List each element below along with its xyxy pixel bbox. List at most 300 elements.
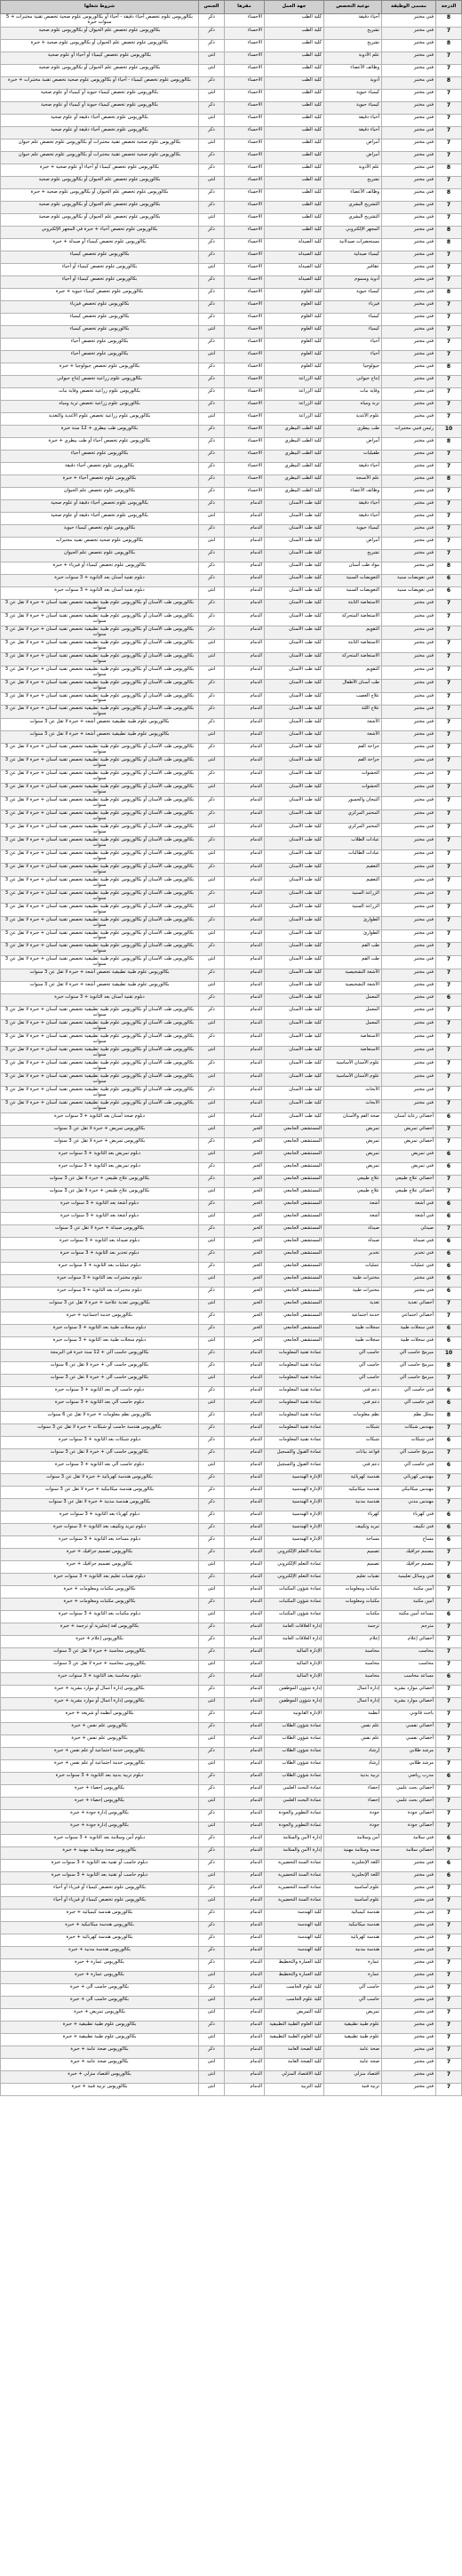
job-title-cell: أخصائي جودة <box>382 1822 436 1834</box>
employer-cell: كلية طب الأسنان <box>265 499 324 512</box>
grade-cell: 10 <box>436 1349 462 1361</box>
requirements-cell: بكالوريوس صحة عامة + خبرة <box>1 2046 199 2058</box>
location-cell: الدمام <box>225 1921 265 1934</box>
specialty-cell: مستحضرات صيدلانية <box>324 238 382 251</box>
grade-cell: 7 <box>436 1983 462 1996</box>
table-row <box>1 1958 462 1971</box>
location-cell: الخبر <box>225 1312 265 1324</box>
requirements-cell: بكالوريوس علوم تخصص أحياء دقيقة أو علوم صحية <box>1 126 199 139</box>
grade-cell: 7 <box>436 706 462 719</box>
grade-cell: 7 <box>436 64 462 76</box>
requirements-cell: بكالوريوس علوم تخصص كيمياء حيوية أو كيمياء أو علوم صحية <box>1 89 199 101</box>
gender-cell: ذكر <box>199 1747 225 1759</box>
location-cell: الاحساء <box>225 238 265 251</box>
job-title-cell: فني مختبر <box>382 1896 436 1909</box>
job-title-cell: فني مختبر <box>382 499 436 512</box>
table-row <box>1 1073 462 1087</box>
table-row <box>1 994 462 1007</box>
grade-cell: 8 <box>436 1361 462 1374</box>
requirements-cell: دبلوم مساحة بعد الثانوية + 3 سنوات خبرة <box>1 1535 199 1548</box>
specialty-cell: الاستعاضة <box>324 1047 382 1060</box>
location-cell: الدمام <box>225 1772 265 1784</box>
requirements-cell: دبلوم كهرباء بعد الثانوية + 3 سنوات خبرة <box>1 1511 199 1523</box>
specialty-cell: طب بيطري <box>324 425 382 437</box>
gender-cell: انثى <box>199 1560 225 1573</box>
table-row <box>1 288 462 300</box>
gender-cell: ذكر <box>199 1498 225 1511</box>
specialty-cell: التقويم <box>324 626 382 639</box>
gender-cell: ذكر <box>199 201 225 213</box>
employer-cell: المستشفى الجامعي <box>265 1312 324 1324</box>
grade-cell: 7 <box>436 1921 462 1934</box>
table-row <box>1 824 462 837</box>
specialty-cell: مختبرات طبية <box>324 1287 382 1299</box>
job-title-cell: فني مختبر <box>382 76 436 89</box>
grade-cell: 7 <box>436 731 462 744</box>
requirements-cell: بكالوريوس علوم تخصص أحياء دقيقة أو علوم صحية <box>1 499 199 512</box>
table-row <box>1 1846 462 1859</box>
gender-cell: ذكر <box>199 549 225 562</box>
requirements-cell: بكالوريوس طب الأسنان أو بكالوريوس علوم طبية تطبيقية تخصص تقنية أسنان + خبرة لا تقل عن 3 سنوات <box>1 824 199 837</box>
grade-cell: 6 <box>436 1262 462 1274</box>
requirements-cell: بكالوريوس حاسب آلي + خبرة لا تقل عن 3 سنوات <box>1 1448 199 1461</box>
gender-cell: انثى <box>199 1759 225 1772</box>
employer-cell: كلية الطب <box>265 139 324 151</box>
requirements-cell: بكالوريوس خدمة اجتماعية + خبرة <box>1 1312 199 1324</box>
grade-cell: 7 <box>436 101 462 114</box>
specialty-cell: مساحة <box>324 1535 382 1548</box>
requirements-cell: بكالوريوس علوم تخصص علم الحيوان أو بكالوريوس علوم صحية <box>1 201 199 213</box>
location-cell: الدمام <box>225 2058 265 2070</box>
table-row <box>1 537 462 549</box>
job-title-cell: فني تمريض <box>382 1162 436 1175</box>
table-row <box>1 1237 462 1249</box>
employer-cell: المستشفى الجامعي <box>265 1137 324 1150</box>
location-cell: الدمام <box>225 1896 265 1909</box>
specialty-cell: جودة <box>324 1809 382 1822</box>
gender-cell: ذكر <box>199 562 225 574</box>
gender-cell: ذكر <box>199 1884 225 1896</box>
location-cell: الدمام <box>225 1884 265 1896</box>
location-cell: الدمام <box>225 652 265 666</box>
specialty-cell: الزراعة السنية <box>324 889 382 903</box>
location-cell: الدمام <box>225 706 265 719</box>
location-cell: الدمام <box>225 1859 265 1871</box>
employer-cell: كلية طب الأسنان <box>265 652 324 666</box>
grade-cell: 7 <box>436 1086 462 1099</box>
location-cell: الخبر <box>225 1287 265 1299</box>
table-row <box>1 1007 462 1020</box>
requirements-cell: بكالوريوس طب الأسنان أو بكالوريوس علوم طبية تطبيقية تخصص تقنية أسنان + خبرة لا تقل عن 3 سنوات <box>1 1020 199 1033</box>
location-cell: الدمام <box>225 679 265 692</box>
specialty-cell: جراحة الفم <box>324 744 382 757</box>
employer-cell: المستشفى الجامعي <box>265 1299 324 1312</box>
location-cell: الدمام <box>225 1560 265 1573</box>
job-title-cell: فني مختبر <box>382 876 436 889</box>
location-cell: الاحساء <box>225 52 265 64</box>
specialty-cell: أمراض <box>324 437 382 450</box>
requirements-cell: دبلوم عمليات بعد الثانوية + 3 سنوات خبرة <box>1 1262 199 1274</box>
employer-cell: إدارة العلاقات العامة <box>265 1635 324 1647</box>
gender-cell: ذكر <box>199 1262 225 1274</box>
job-title-cell: فني مختبر <box>382 1859 436 1871</box>
location-cell: الدمام <box>225 1672 265 1685</box>
employer-cell: كلية الطب <box>265 64 324 76</box>
grade-cell: 7 <box>436 1175 462 1187</box>
employer-cell: كلية طب الأسنان <box>265 810 324 824</box>
grade-cell: 8 <box>436 226 462 238</box>
job-title-cell: فني سجلات طبية <box>382 1336 436 1349</box>
specialty-cell: عمليات <box>324 1262 382 1274</box>
specialty-cell: أمراض <box>324 151 382 163</box>
location-cell: الدمام <box>225 1958 265 1971</box>
table-row <box>1 1374 462 1386</box>
grade-cell: 7 <box>436 1498 462 1511</box>
gender-cell: ذكر <box>199 1473 225 1486</box>
grade-cell: 7 <box>436 956 462 969</box>
table-row <box>1 1560 462 1573</box>
table-row <box>1 1623 462 1635</box>
employer-cell: كلية الصحة العامة <box>265 2058 324 2070</box>
requirements-cell: بكالوريوس طب الأسنان أو بكالوريوس علوم طبية تطبيقية تخصص تقنية أسنان + خبرة لا تقل عن 3 سنوات <box>1 1047 199 1060</box>
specialty-cell: أحياء دقيقة <box>324 14 382 28</box>
specialty-cell: المجهر الإلكتروني <box>324 226 382 238</box>
job-title-cell: فني مختبر <box>382 163 436 176</box>
specialty-cell: طب أسنان الأطفال <box>324 679 382 692</box>
job-title-cell: فني مختبر <box>382 2033 436 2046</box>
gender-cell: ذكر <box>199 916 225 929</box>
specialty-cell: علوم الأسنان الأساسية <box>324 1060 382 1073</box>
location-cell: الاحساء <box>225 27 265 39</box>
location-cell: الخبر <box>225 1249 265 1262</box>
table-row <box>1 163 462 176</box>
grade-cell: 6 <box>436 1610 462 1623</box>
grade-cell: 7 <box>436 387 462 400</box>
grade-cell: 7 <box>436 1312 462 1324</box>
location-cell: الدمام <box>225 1846 265 1859</box>
specialty-cell: الأشعة التشخيصية <box>324 969 382 982</box>
table-row <box>1 731 462 744</box>
specialty-cell: هندسة مدنية <box>324 1946 382 1958</box>
location-cell: الدمام <box>225 1909 265 1921</box>
location-cell: الدمام <box>225 943 265 956</box>
job-title-cell: فني مختبر <box>382 692 436 706</box>
specialty-cell: نظم معلومات <box>324 1411 382 1424</box>
grade-cell: 8 <box>436 188 462 201</box>
job-title-cell: مدرب رياضي <box>382 1772 436 1784</box>
table-row <box>1 1386 462 1399</box>
gender-cell: ذكر <box>199 425 225 437</box>
specialty-cell: فيزياء <box>324 300 382 313</box>
specialty-cell: قواعد بيانات <box>324 1448 382 1461</box>
requirements-cell: بكالوريوس هندسة مدنية + خبرة لا تقل عن 3 سنوات <box>1 1498 199 1511</box>
table-row <box>1 562 462 574</box>
location-cell: الدمام <box>225 574 265 586</box>
location-cell: الاحساء <box>225 151 265 163</box>
gender-cell: ذكر <box>199 288 225 300</box>
specialty-cell: صحة الفم والأسنان <box>324 1113 382 1125</box>
job-title-cell: فني تمريض <box>382 1150 436 1162</box>
requirements-cell: دبلوم تربية بدنية بعد الثانوية + 3 سنوات خبرة <box>1 1772 199 1784</box>
employer-cell: كلية الطب <box>265 188 324 201</box>
employer-cell: كلية الطب <box>265 76 324 89</box>
job-title-cell: فني مختبر <box>382 14 436 28</box>
specialty-cell: إحصاء <box>324 1797 382 1809</box>
gender-cell: انثى <box>199 512 225 524</box>
grade-cell: 7 <box>436 744 462 757</box>
employer-cell: كلية طب الأسنان <box>265 512 324 524</box>
employer-cell: كلية العمارة والتخطيط <box>265 1971 324 1983</box>
grade-cell: 7 <box>436 2021 462 2033</box>
gender-cell: انثى <box>199 537 225 549</box>
gender-cell: انثى <box>199 350 225 363</box>
gender-cell: ذكر <box>199 1523 225 1535</box>
gender-cell: انثى <box>199 1610 225 1623</box>
job-title-cell: فني مختبر <box>382 2008 436 2021</box>
job-title-cell: أخصائي بحث علمي <box>382 1797 436 1809</box>
employer-cell: كلية طب الأسنان <box>265 1099 324 1113</box>
job-title-cell: فني مختبر <box>382 889 436 903</box>
gender-cell: انثى <box>199 1871 225 1884</box>
table-row <box>1 1224 462 1237</box>
table-row <box>1 1113 462 1125</box>
employer-cell: كلية طب الأسنان <box>265 889 324 903</box>
requirements-cell: بكالوريوس طب الأسنان أو بكالوريوس علوم طبية تطبيقية تخصص تقنية أسنان + خبرة لا تقل عن 3 سنوات <box>1 612 199 626</box>
table-row <box>1 1299 462 1312</box>
location-cell: الاحساء <box>225 226 265 238</box>
requirements-cell: بكالوريوس تصميم جرافيك + خبرة <box>1 1548 199 1560</box>
location-cell: الدمام <box>225 1007 265 1020</box>
gender-cell: انثى <box>199 586 225 599</box>
specialty-cell: وظائف الأعضاء <box>324 188 382 201</box>
gender-cell: انثى <box>199 956 225 969</box>
specialty-cell: تمريض <box>324 1150 382 1162</box>
location-cell: الدمام <box>225 1486 265 1498</box>
specialty-cell: الطوارئ <box>324 916 382 929</box>
gender-cell: انثى <box>199 1996 225 2008</box>
specialty-cell: جودة <box>324 1822 382 1834</box>
grade-cell: 7 <box>436 1299 462 1312</box>
gender-cell: انثى <box>199 757 225 770</box>
employer-cell: الإدارة المالية <box>265 1672 324 1685</box>
grade-cell: 8 <box>436 238 462 251</box>
grade-cell: 6 <box>436 1386 462 1399</box>
location-cell: الدمام <box>225 863 265 876</box>
grade-cell: 7 <box>436 1660 462 1672</box>
location-cell: الدمام <box>225 1113 265 1125</box>
location-cell: الخبر <box>225 1212 265 1224</box>
gender-cell: انثى <box>199 1113 225 1125</box>
requirements-cell: بكالوريوس طب الأسنان أو بكالوريوس علوم طبية تطبيقية تخصص تقنية أسنان + خبرة لا تقل عن 3 سنوات <box>1 1007 199 1020</box>
location-cell: الخبر <box>225 1262 265 1274</box>
gender-cell: ذكر <box>199 744 225 757</box>
employer-cell: كلية طب الأسنان <box>265 916 324 929</box>
location-cell: الخبر <box>225 1224 265 1237</box>
requirements-cell: دبلوم سجلات طبية بعد الثانوية + 3 سنوات خبرة <box>1 1336 199 1349</box>
job-title-cell: فني وسائل تعليمية <box>382 1573 436 1585</box>
grade-cell: 6 <box>436 1871 462 1884</box>
employer-cell: كلية الزراعة <box>265 400 324 412</box>
employer-cell: كلية طب الأسنان <box>265 1073 324 1087</box>
employer-cell: الإدارة القانونية <box>265 1710 324 1722</box>
location-cell: الدمام <box>225 1834 265 1846</box>
job-title-cell: فني مختبر <box>382 1033 436 1047</box>
table-row <box>1 1822 462 1834</box>
employer-cell: المستشفى الجامعي <box>265 1150 324 1162</box>
grade-cell: 7 <box>436 89 462 101</box>
specialty-cell: علوم طبية تطبيقية <box>324 2021 382 2033</box>
employer-cell: عمادة التطوير والجودة <box>265 1809 324 1822</box>
table-row <box>1 1020 462 1033</box>
requirements-cell: دبلوم مكتبات بعد الثانوية + 3 سنوات خبرة <box>1 1610 199 1623</box>
employer-cell: إدارة شؤون الموظفين <box>265 1697 324 1710</box>
specialty-cell: علوم الأسنان الأساسية <box>324 1073 382 1087</box>
job-title-cell: مرشد طلابي <box>382 1759 436 1772</box>
employer-cell: كلية الطب <box>265 52 324 64</box>
job-title-cell: فني مختبر <box>382 537 436 549</box>
requirements-cell: بكالوريوس علوم تخصص علم الحيوان أو بكالوريوس علوم صحية + خبرة <box>1 188 199 201</box>
job-title-cell: فني شبكات <box>382 1436 436 1448</box>
location-cell: الاحساء <box>225 14 265 28</box>
grade-cell: 7 <box>436 1424 462 1436</box>
job-title-cell: فني مختبر <box>382 1958 436 1971</box>
job-title-cell: فني مختبر <box>382 226 436 238</box>
grade-cell: 6 <box>436 1511 462 1523</box>
location-cell: الدمام <box>225 1946 265 1958</box>
table-row <box>1 1996 462 2008</box>
job-title-cell: رئيس فنيي مختبرات <box>382 425 436 437</box>
job-title-cell: باحث قانوني <box>382 1710 436 1722</box>
job-title-cell: فني مختبر <box>382 188 436 201</box>
job-title-cell: فني مختبر <box>382 994 436 1007</box>
gender-cell: ذكر <box>199 889 225 903</box>
gender-cell: ذكر <box>199 626 225 639</box>
grade-cell: 6 <box>436 586 462 599</box>
location-cell: الدمام <box>225 929 265 943</box>
gender-cell: ذكر <box>199 1598 225 1610</box>
specialty-cell: علم نفس <box>324 1735 382 1747</box>
specialty-cell: الاستعاضة المتحركة <box>324 612 382 626</box>
employer-cell: كلية طب الأسنان <box>265 956 324 969</box>
specialty-cell: مكتبات <box>324 1610 382 1623</box>
table-row <box>1 1424 462 1436</box>
employer-cell: عمادة تقنية المعلومات <box>265 1361 324 1374</box>
location-cell: الدمام <box>225 1871 265 1884</box>
location-cell: الخبر <box>225 1125 265 1137</box>
grade-cell: 7 <box>436 524 462 537</box>
gender-cell: ذكر <box>199 1249 225 1262</box>
employer-cell: كلية طب الأسنان <box>265 719 324 731</box>
gender-cell: انثى <box>199 903 225 916</box>
job-title-cell: فني تعويضات سنية <box>382 586 436 599</box>
requirements-cell: بكالوريوس خدمة اجتماعية أو علم نفس + خبرة <box>1 1747 199 1759</box>
employer-cell: الإدارة الهندسية <box>265 1511 324 1523</box>
table-row <box>1 652 462 666</box>
job-title-cell: فني مختبر <box>382 1921 436 1934</box>
job-title-cell: فني مختبر <box>382 437 436 450</box>
grade-cell: 7 <box>436 2046 462 2058</box>
requirements-cell: دبلوم حاسب أو تقنية بعد الثانوية + 3 سنوات خبرة <box>1 1871 199 1884</box>
job-title-cell: أخصائي سلامة <box>382 1846 436 1859</box>
job-title-cell: مساعد أمين مكتبة <box>382 1610 436 1623</box>
gender-cell: ذكر <box>199 1086 225 1099</box>
gender-cell: ذكر <box>199 1548 225 1560</box>
gender-cell: ذكر <box>199 39 225 52</box>
grade-cell: 7 <box>436 1685 462 1697</box>
job-title-cell: فني مختبر <box>382 1086 436 1099</box>
employer-cell: كلية طب الأسنان <box>265 1086 324 1099</box>
specialty-cell: دعم فني <box>324 1461 382 1473</box>
location-cell: الاحساء <box>225 101 265 114</box>
specialty-cell: عقاقير <box>324 263 382 275</box>
gender-cell: ذكر <box>199 1859 225 1871</box>
specialty-cell: الأبحاث <box>324 1086 382 1099</box>
table-row <box>1 201 462 213</box>
gender-cell: انثى <box>199 1187 225 1200</box>
gender-cell: ذكر <box>199 836 225 849</box>
job-title-cell: فني مختبر <box>382 512 436 524</box>
job-title-cell: فني مختبر <box>382 599 436 612</box>
grade-cell: 8 <box>436 288 462 300</box>
location-cell: الدمام <box>225 1523 265 1535</box>
grade-cell: 8 <box>436 163 462 176</box>
employer-cell: المستشفى الجامعي <box>265 1287 324 1299</box>
grade-cell: 7 <box>436 1996 462 2008</box>
requirements-cell: دبلوم تقنية أسنان بعد الثانوية + 3 سنوات خبرة <box>1 994 199 1007</box>
table-row <box>1 706 462 719</box>
gender-cell: انثى <box>199 1212 225 1224</box>
location-cell: الدمام <box>225 810 265 824</box>
table-row <box>1 1573 462 1585</box>
grade-cell: 7 <box>436 1971 462 1983</box>
requirements-cell: دبلوم صيدلة بعد الثانوية + 3 سنوات خبرة <box>1 1237 199 1249</box>
gender-cell: ذكر <box>199 994 225 1007</box>
gender-cell: انثى <box>199 2033 225 2046</box>
requirements-cell: بكالوريوس علوم تخصص علم الحيوان <box>1 549 199 562</box>
table-row <box>1 27 462 39</box>
employer-cell: المستشفى الجامعي <box>265 1212 324 1224</box>
table-row <box>1 1162 462 1175</box>
gender-cell: ذكر <box>199 1448 225 1461</box>
grade-cell: 8 <box>436 39 462 52</box>
employer-cell: كلية الطب <box>265 101 324 114</box>
table-row <box>1 1946 462 1958</box>
requirements-cell: بكالوريوس إدارة جودة + خبرة <box>1 1822 199 1834</box>
gender-cell: انثى <box>199 1896 225 1909</box>
requirements-cell: بكالوريوس علوم تخصص أحياء أو طب بيطري + خبرة <box>1 437 199 450</box>
table-row <box>1 1859 462 1871</box>
table-row <box>1 101 462 114</box>
employer-cell: كلية الطب <box>265 27 324 39</box>
employer-cell: المستشفى الجامعي <box>265 1274 324 1287</box>
table-row <box>1 1660 462 1672</box>
requirements-cell: دبلوم تبريد وتكييف بعد الثانوية + 3 سنوات خبرة <box>1 1523 199 1535</box>
requirements-cell: دبلوم صحة أسنان بعد الثانوية + 3 سنوات خبرة <box>1 1113 199 1125</box>
location-cell: الاحساء <box>225 387 265 400</box>
table-row <box>1 1697 462 1710</box>
location-cell: الدمام <box>225 1436 265 1448</box>
grade-cell: 7 <box>436 1735 462 1747</box>
specialty-cell: علوم طبية تطبيقية <box>324 2033 382 2046</box>
requirements-cell: بكالوريوس علوم تخصص جيولوجيا + خبرة <box>1 363 199 375</box>
job-title-cell: فني مختبر <box>382 903 436 916</box>
gender-cell: انثى <box>199 1399 225 1411</box>
employer-cell: كلية طب الأسنان <box>265 1047 324 1060</box>
table-row <box>1 1647 462 1660</box>
job-title-cell: مهندس مدني <box>382 1498 436 1511</box>
specialty-cell: كيمياء حيوية <box>324 288 382 300</box>
location-cell: الاحساء <box>225 400 265 412</box>
